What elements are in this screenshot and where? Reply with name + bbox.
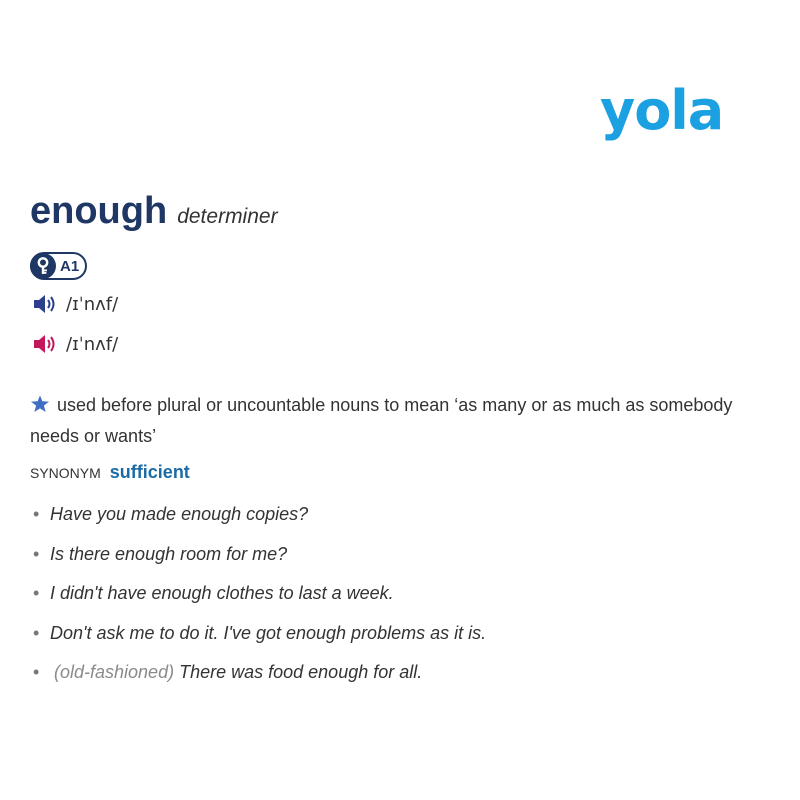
dictionary-entry — [30, 190, 775, 697]
example-item — [30, 657, 775, 697]
yola-logo: yola — [600, 79, 724, 142]
example-text: There was food enough for all. — [179, 662, 423, 682]
definition — [30, 390, 775, 452]
level-label: A1 — [60, 257, 80, 275]
bullet-icon: • — [33, 543, 40, 564]
phonetic-text: /ɪˈnʌf/ — [66, 333, 119, 355]
star-icon — [30, 392, 50, 410]
bullet-icon: • — [33, 504, 40, 524]
example-text: Is there enough room for me? — [50, 543, 288, 564]
example-item — [30, 578, 775, 618]
bullet-icon: • — [33, 662, 40, 682]
part-of-speech: determiner — [177, 205, 278, 228]
synonym-label: SYNONYM — [30, 465, 101, 481]
bullet-icon: • — [33, 622, 40, 643]
example-item — [30, 539, 775, 579]
example-item — [30, 618, 775, 658]
speaker-icon[interactable] — [32, 333, 60, 355]
synonym-link[interactable]: sufficient — [109, 462, 190, 482]
usage-label: (old-fashioned) — [54, 662, 175, 682]
headword-row — [30, 190, 775, 238]
pronunciation-british — [30, 284, 775, 324]
phonetic-text: /ɪˈnʌf/ — [66, 293, 119, 315]
level-badge[interactable] — [30, 252, 87, 280]
example-text: Don't ask me to do it. I've got enough problems as it is. — [50, 622, 487, 643]
example-item — [30, 499, 775, 539]
example-list — [30, 499, 775, 697]
speaker-icon[interactable] — [32, 293, 60, 315]
example-text: Have you made enough copies? — [50, 504, 309, 524]
key-icon — [30, 253, 56, 279]
headword: enough — [30, 190, 168, 232]
synonym-row — [30, 462, 775, 483]
bullet-icon: • — [33, 583, 40, 603]
example-text: I didn't have enough clothes to last a week. — [50, 583, 394, 603]
pronunciation-american — [30, 324, 775, 364]
definition-text: used before plural or uncountable nouns to mean ‘as many or as much as somebody needs or wants’ — [30, 395, 733, 446]
